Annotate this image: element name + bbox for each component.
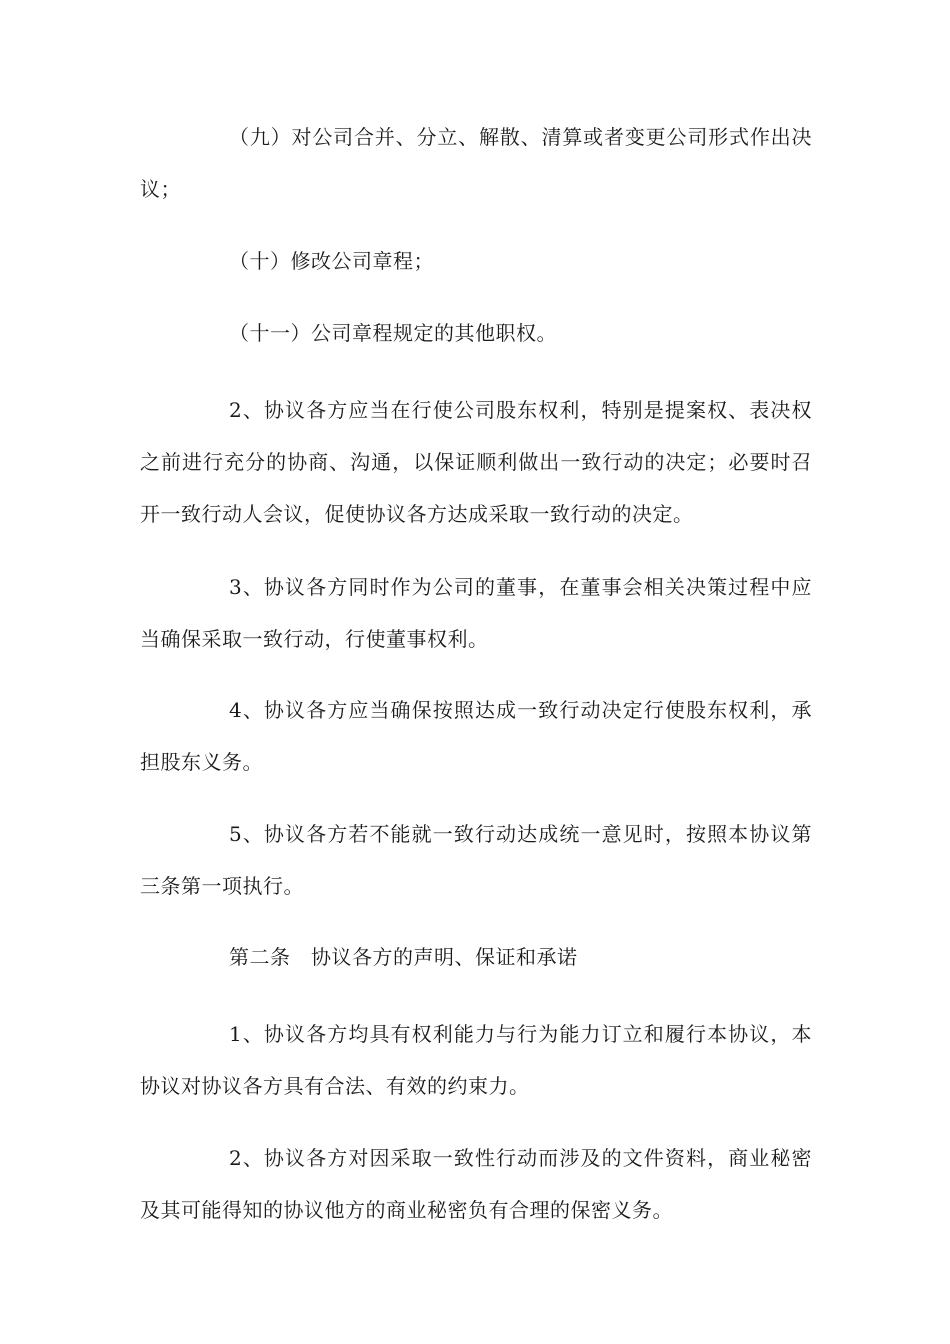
article-2-heading: 第二条 协议各方的声明、保证和承诺 (229, 945, 578, 969)
paragraph-item-9: （九）对公司合并、分立、解散、清算或者变更公司形式作出决议； (140, 125, 812, 201)
paragraph-clause-2-1: 1、协议各方均具有权利能力与行为能力订立和履行本协议，本协议对协议各方具有合法、有效的约束力。 (140, 1022, 812, 1098)
paragraph-item-11: （十一）公司章程规定的其他职权。 (229, 321, 557, 345)
paragraph-clause-1-3: 3、协议各方同时作为公司的董事，在董事会相关决策过程中应当确保采取一致行动，行使董事权利。 (140, 575, 812, 651)
paragraph-clause-1-2: 2、协议各方应当在行使公司股东权利，特别是提案权、表决权之前进行充分的协商、沟通，以保证顺利做出一致行动的决定；必要时召开一致行动人会议，促使协议各方达成采取一致行动的决定。 (140, 398, 812, 526)
paragraph-clause-1-5: 5、协议各方若不能就一致行动达成统一意见时，按照本协议第三条第一项执行。 (140, 822, 812, 898)
paragraph-item-10: （十）修改公司章程； (229, 249, 434, 273)
paragraph-clause-1-4: 4、协议各方应当确保按照达成一致行动决定行使股东权利，承担股东义务。 (140, 698, 812, 774)
paragraph-clause-2-2: 2、协议各方对因采取一致性行动而涉及的文件资料，商业秘密及其可能得知的协议他方的商业秘密负有合理的保密义务。 (140, 1146, 812, 1222)
